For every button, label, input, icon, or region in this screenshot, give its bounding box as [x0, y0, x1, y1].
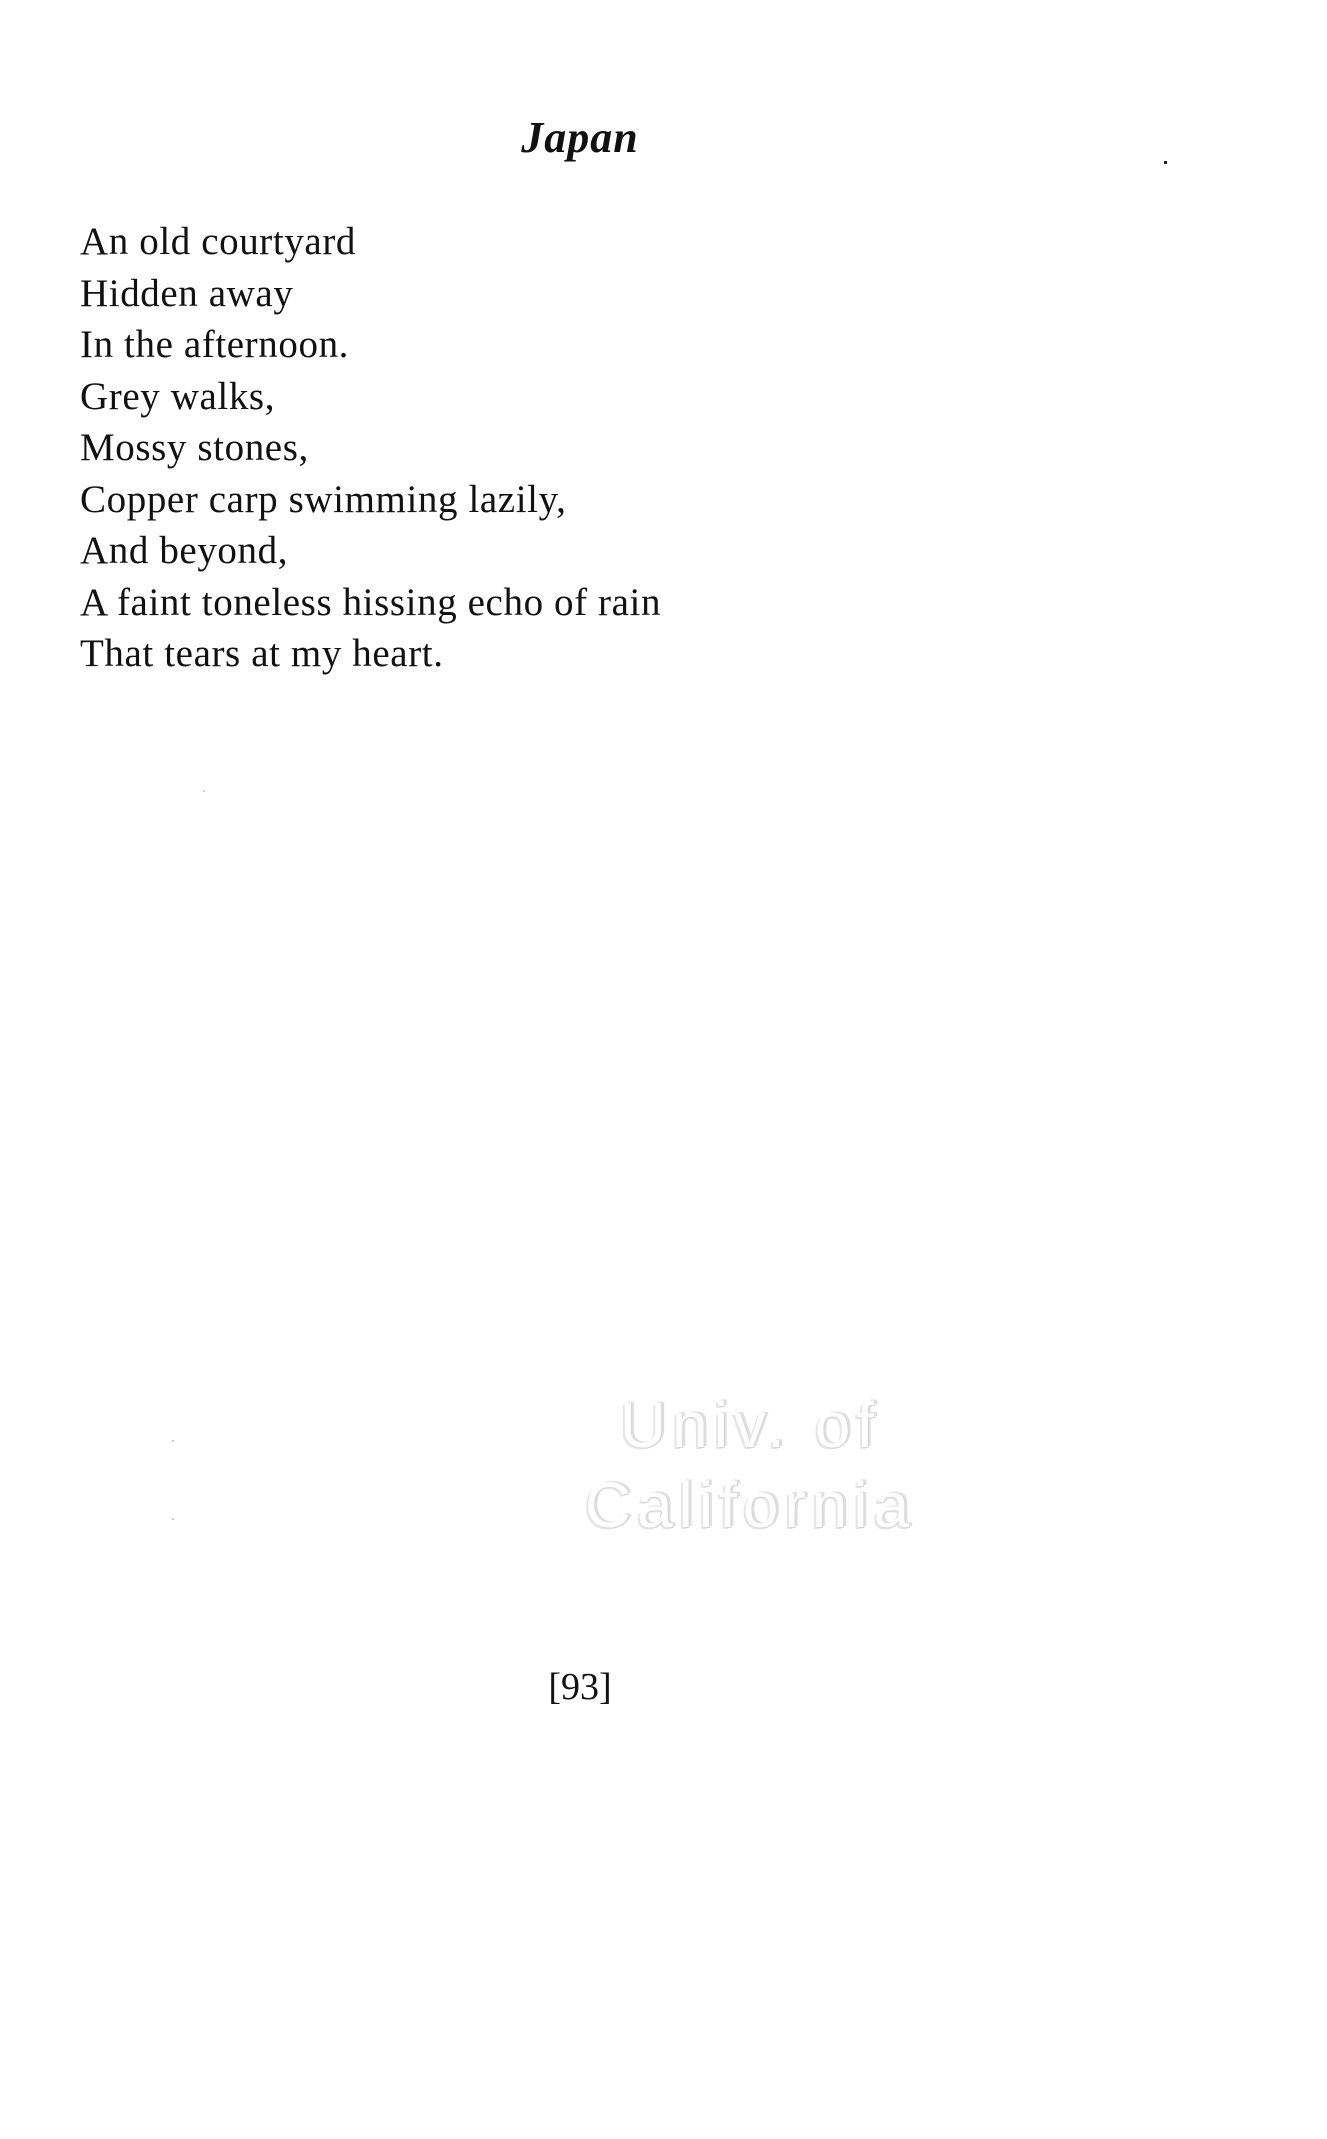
watermark-line: Univ. of	[619, 1389, 881, 1461]
poem-line: In the afternoon.	[80, 323, 350, 366]
poem-title: Japan	[521, 113, 639, 162]
library-watermark	[490, 1385, 1010, 1585]
poem-line: An old courtyard	[80, 220, 357, 263]
poem-line: And beyond,	[80, 529, 289, 572]
poem-line: Hidden away	[80, 271, 294, 315]
watermark-line: California	[584, 1469, 916, 1541]
poem-body	[80, 216, 661, 680]
poem-line: Copper carp swimming lazily,	[80, 477, 567, 521]
poem-line: That tears at my heart.	[80, 632, 444, 675]
scan-speck	[172, 1518, 174, 1520]
poem-line: Grey walks,	[80, 374, 276, 418]
scan-speck	[203, 790, 205, 792]
poem-line: A faint toneless hissing echo of rain	[80, 580, 662, 624]
print-speck	[1164, 161, 1167, 164]
poem-line: Mossy stones,	[80, 426, 309, 469]
scan-speck	[172, 1440, 174, 1442]
page-number: [93]	[548, 1666, 612, 1708]
